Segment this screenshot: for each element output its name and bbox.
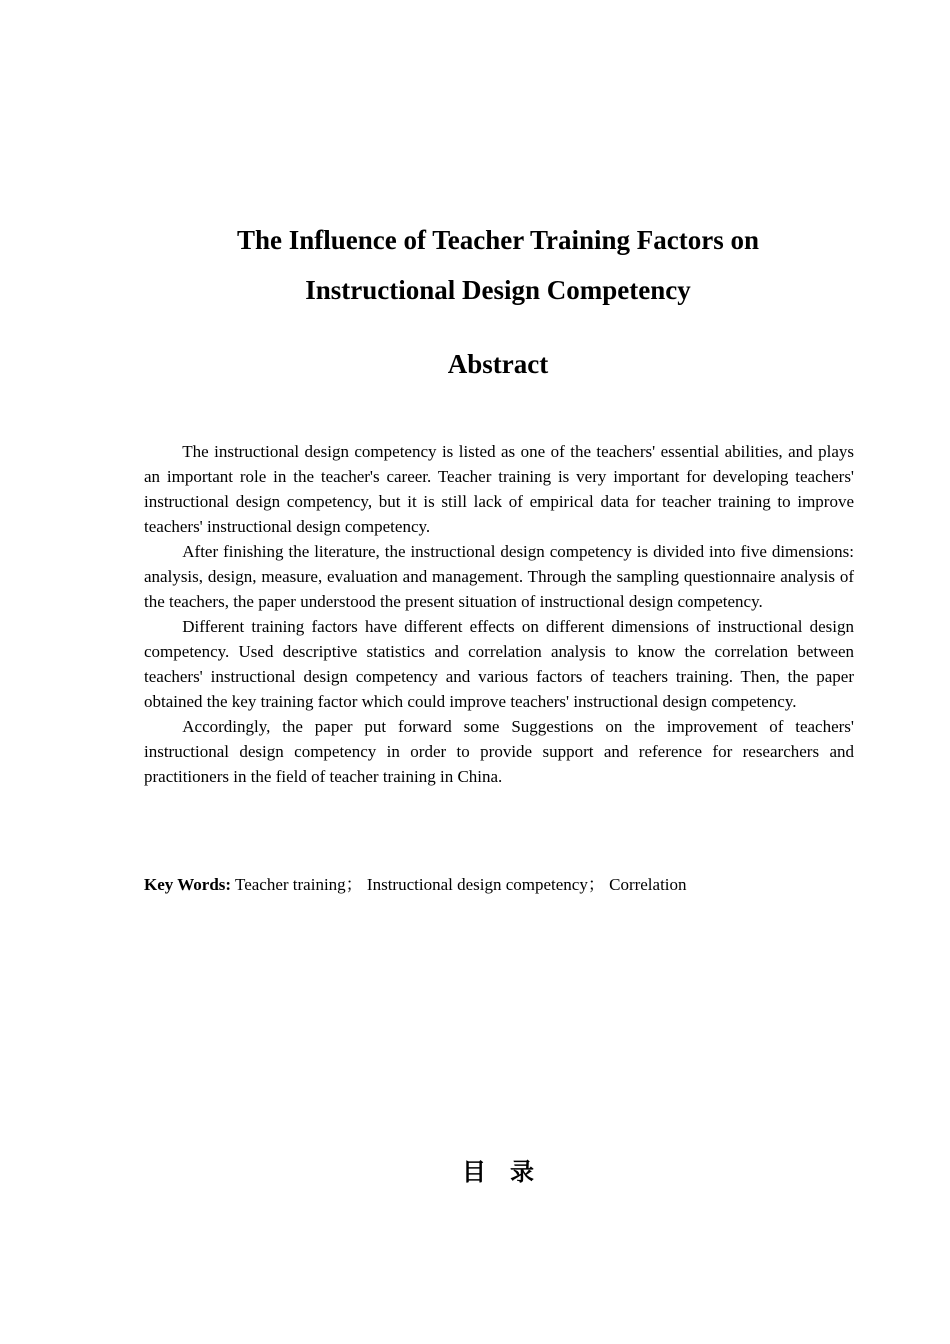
abstract-body bbox=[144, 439, 854, 789]
abstract-paragraph: Accordingly, the paper put forward some Suggestions on the improvement of teachers' instructional design competency in order to provide support and reference for researchers and practitioners in the field of teacher training in China. bbox=[144, 717, 854, 786]
abstract-paragraph: The instructional design competency is listed as one of the teachers' essential abilities, and plays an important role in the teacher's career. Teacher training is very important for developing teachers' instructional design competency, but it is still lack of empirical data for teacher training to improve teachers' instructional design competency. bbox=[144, 442, 854, 536]
toc-heading: 目 录 bbox=[462, 1158, 534, 1186]
keywords-line bbox=[144, 872, 854, 897]
abstract-paragraph: Different training factors have different effects on different dimensions of instructional design competency. Used descriptive statistics and correlation analysis to know the correlation between teachers' instructional design competency and various factors of teachers training. Then, the paper obtained the key training factor which could improve teachers' instructional design competency. bbox=[144, 617, 854, 711]
keywords-label: Key Words: bbox=[144, 875, 232, 894]
abstract-paragraph: After finishing the literature, the instructional design competency is divided into five dimensions: analysis, design, measure, evaluation and management. Through the sampling questionnaire analysis of the teachers, the paper understood the present situation of instructional design competency. bbox=[144, 542, 854, 611]
keywords-value: Teacher training； Instructional design competency； Correlation bbox=[231, 875, 687, 894]
paper-title-line-2: Instructional Design Competency bbox=[305, 275, 691, 305]
paper-title bbox=[0, 215, 950, 315]
abstract-heading: Abstract bbox=[447, 349, 549, 379]
paper-title-line-1: The Influence of Teacher Training Factors on bbox=[236, 225, 760, 255]
